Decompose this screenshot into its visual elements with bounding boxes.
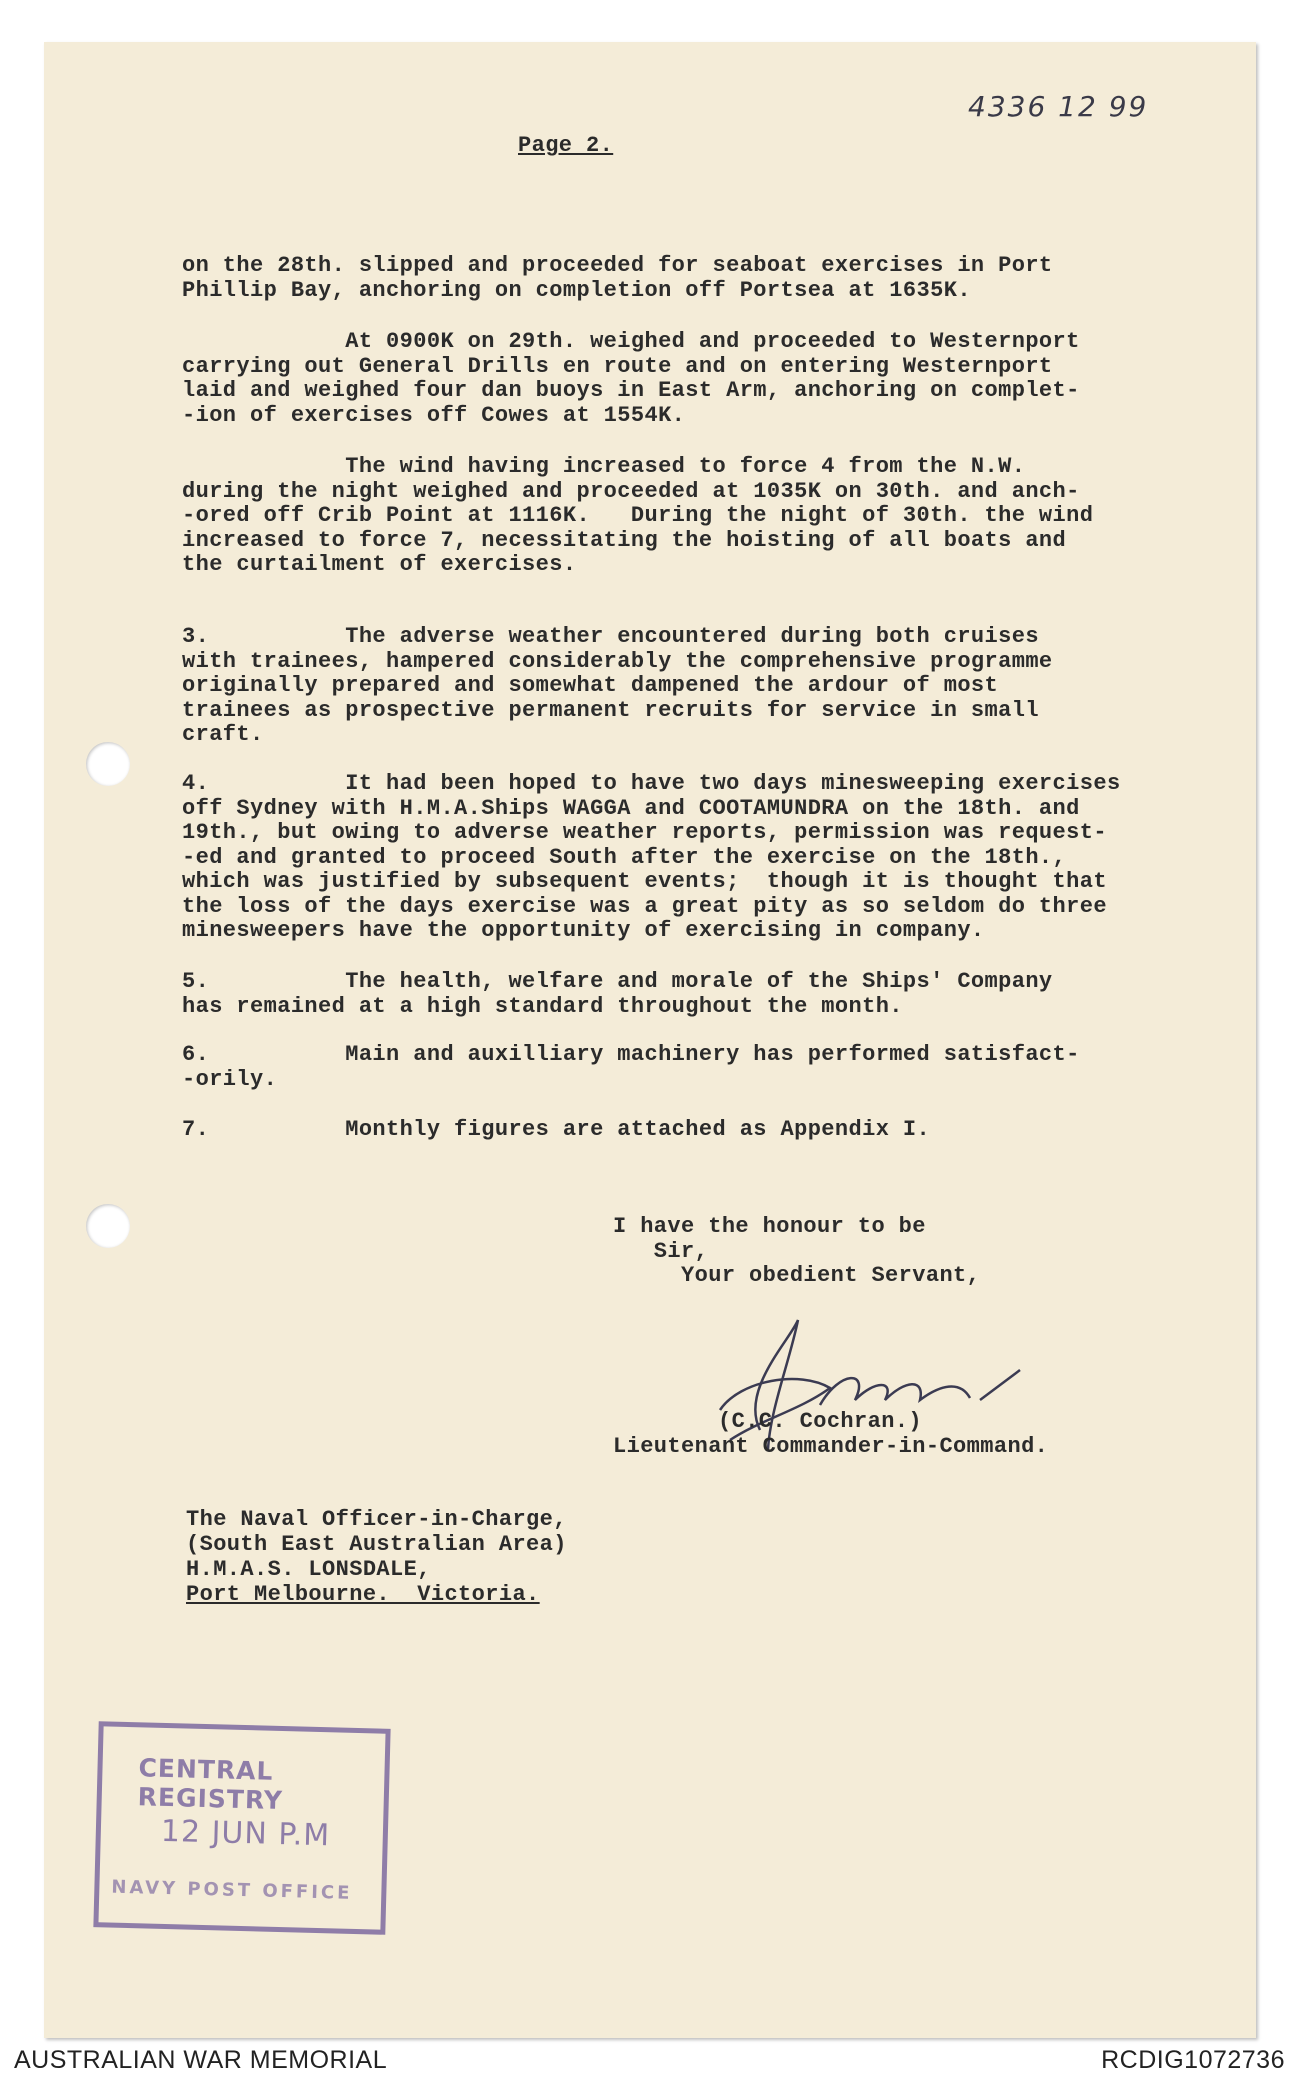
paragraph-item-7: 7. Monthly figures are attached as Appendix I. [182, 1117, 931, 1142]
signature-title: Lieutenant Commander-in-Command. [613, 1434, 1049, 1459]
paragraph-2: At 0900K on 29th. weighed and proceeded to Westernport carrying out General Drills en route and on entering Westernport laid and weighed four dan buoys in East Arm, anchoring on complet- -ion of exercises off Cowes at 1554K. [182, 329, 1080, 428]
page-heading: Page 2. [518, 133, 614, 158]
paragraph-3: The wind having increased to force 4 from the N.W. during the night weighed and proceeded at 1035K on 30th. and anch- -ored off Crib Point at 1116K. During the night of 30th. the wind increased to force 7, necessitating the hoisting of all boats and the curtailment of exercises. [182, 454, 1094, 577]
address-line-4: Port Melbourne. Victoria. [186, 1582, 540, 1607]
closing: I have the honour to be Sir, Your obedient Servant, [613, 1214, 981, 1288]
stamp-line-3: NAVY POST OFFICE [111, 1876, 353, 1904]
footer-source: AUSTRALIAN WAR MEMORIAL [14, 2046, 388, 2074]
address-line-3: H.M.A.S. LONSDALE, [186, 1557, 431, 1582]
stamp-line-1: CENTRAL REGISTRY [137, 1753, 284, 1816]
paragraph-item-5: 5. The health, welfare and morale of the Ships' Company has remained at a high standard throughout the month. [182, 969, 1053, 1019]
paragraph-item-6: 6. Main and auxilliary machinery has performed satisfact- -orily. [182, 1042, 1080, 1092]
punch-hole-top [86, 742, 130, 786]
paragraph-item-3: 3. The adverse weather encountered during both cruises with trainees, hampered considerably the comprehensive programme originally prepared and somewhat dampened the ardour of most trainees as prospective permanent recruits for service in small craft. [182, 624, 1053, 747]
registry-stamp [93, 1721, 390, 1935]
address-line-1: The Naval Officer-in-Charge, [186, 1507, 567, 1532]
punch-hole-bottom [86, 1204, 130, 1248]
footer-id: RCDIG1072736 [1101, 2046, 1285, 2074]
paragraph-1: on the 28th. slipped and proceeded for seaboat exercises in Port Phillip Bay, anchoring on completion off Portsea at 1635K. [182, 253, 1053, 303]
handwritten-reference: 4336 12 99 [968, 90, 1149, 123]
address-line-2: (South East Australian Area) [186, 1532, 567, 1557]
signature-name: (C.C. Cochran.) [718, 1409, 923, 1434]
paragraph-item-4: 4. It had been hoped to have two days minesweeping exercises off Sydney with H.M.A.Ships WAGGA and COOTAMUNDRA on the 18th. and 19th., but owing to adverse weather reports, permission was request- -ed and granted to proceed South after the exercise on the 18th., which was justified by subsequent events; though it is thought that the loss of the days exercise was a great pity as so seldom do three minesweepers have the opportunity of exercising in company. [182, 771, 1121, 943]
stamp-date: 12 JUN P.M [160, 1813, 331, 1854]
